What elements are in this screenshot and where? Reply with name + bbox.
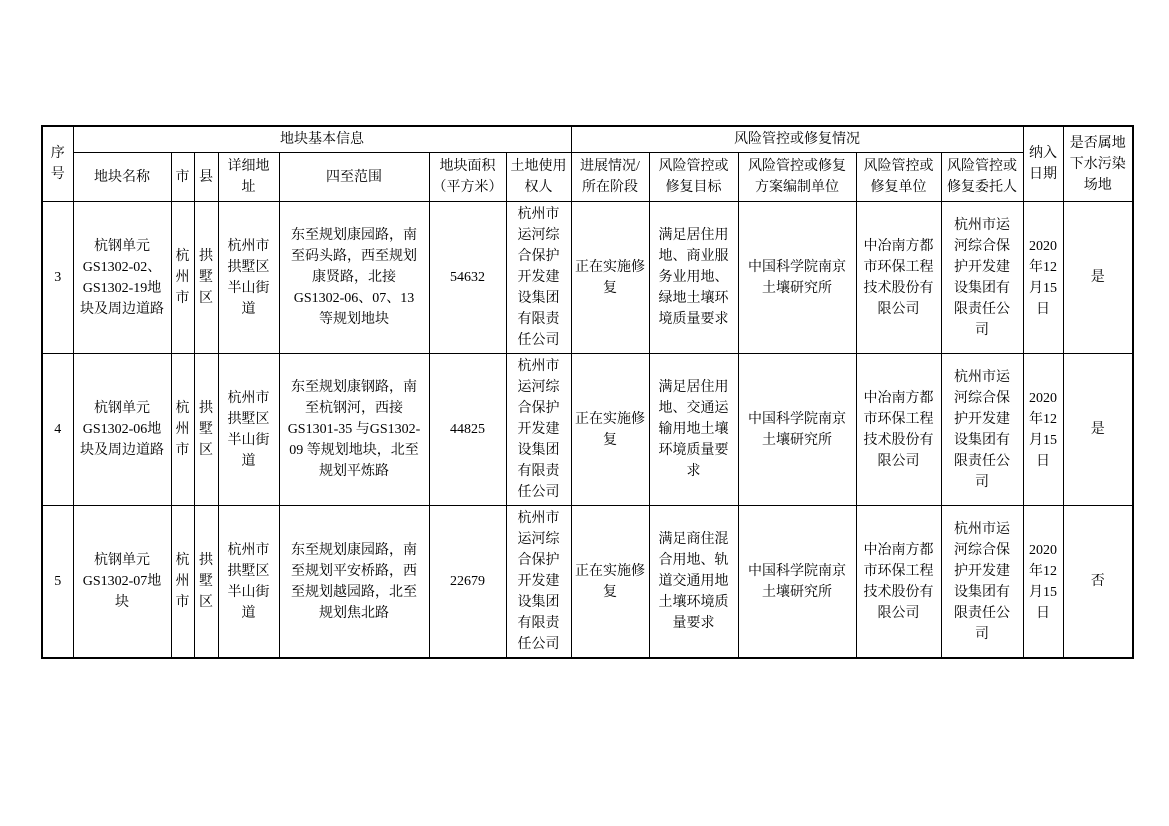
cell-target: 满足居住用地、交通运输用地土壤环境质量要求 (649, 354, 738, 506)
col-header-seq: 序号 (42, 126, 73, 202)
cell-date: 2020年12月15日 (1023, 202, 1063, 354)
group-header-risk-control: 风险管控或修复情况 (571, 126, 1023, 153)
col-header-date: 纳入日期 (1023, 126, 1063, 202)
cell-target: 满足居住用地、商业服务业用地、绿地土壤环境质量要求 (649, 202, 738, 354)
cell-target: 满足商住混合用地、轨道交通用地土壤环境质量要求 (649, 506, 738, 659)
cell-date: 2020年12月15日 (1023, 506, 1063, 659)
col-header-land-user: 土地使用权人 (506, 153, 571, 202)
col-header-client: 风险管控或修复委托人 (941, 153, 1023, 202)
cell-plan-unit: 中国科学院南京土壤研究所 (738, 506, 856, 659)
cell-county: 拱墅区 (194, 202, 218, 354)
cell-bounds: 东至规划康钢路，南至杭钢河，西接GS1301-35 与GS1302-09 等规划地块，北至规划平炼路 (279, 354, 429, 506)
cell-progress: 正在实施修复 (571, 202, 649, 354)
cell-parcel-name: 杭钢单元GS1302-06地块及周边道路 (73, 354, 171, 506)
cell-area: 44825 (429, 354, 506, 506)
col-header-address: 详细地址 (218, 153, 279, 202)
header-sub-row (42, 153, 1133, 202)
cell-area: 54632 (429, 202, 506, 354)
cell-repair-unit: 中冶南方都市环保工程技术股份有限公司 (856, 202, 941, 354)
col-header-groundwater: 是否属地下水污染场地 (1063, 126, 1133, 202)
cell-land-user: 杭州市运河综合保护开发建设集团有限责任公司 (506, 354, 571, 506)
cell-land-user: 杭州市运河综合保护开发建设集团有限责任公司 (506, 506, 571, 659)
cell-address: 杭州市拱墅区半山街道 (218, 506, 279, 659)
cell-seq: 3 (42, 202, 73, 354)
table-row (42, 202, 1133, 354)
cell-repair-unit: 中冶南方都市环保工程技术股份有限公司 (856, 354, 941, 506)
col-header-progress: 进展情况/所在阶段 (571, 153, 649, 202)
cell-area: 22679 (429, 506, 506, 659)
cell-groundwater: 是 (1063, 202, 1133, 354)
cell-repair-unit: 中冶南方都市环保工程技术股份有限公司 (856, 506, 941, 659)
cell-client: 杭州市运河综合保护开发建设集团有限责任公司 (941, 354, 1023, 506)
cell-city: 杭州市 (171, 506, 194, 659)
cell-county: 拱墅区 (194, 354, 218, 506)
cell-seq: 5 (42, 506, 73, 659)
cell-plan-unit: 中国科学院南京土壤研究所 (738, 202, 856, 354)
cell-seq: 4 (42, 354, 73, 506)
col-header-plan-unit: 风险管控或修复方案编制单位 (738, 153, 856, 202)
cell-parcel-name: 杭钢单元GS1302-07地块 (73, 506, 171, 659)
col-header-area: 地块面积（平方米） (429, 153, 506, 202)
cell-address: 杭州市拱墅区半山街道 (218, 202, 279, 354)
cell-client: 杭州市运河综合保护开发建设集团有限责任公司 (941, 506, 1023, 659)
cell-client: 杭州市运河综合保护开发建设集团有限责任公司 (941, 202, 1023, 354)
cell-land-user: 杭州市运河综合保护开发建设集团有限责任公司 (506, 202, 571, 354)
cell-bounds: 东至规划康园路，南至码头路，西至规划康贤路，北接 GS1302-06、07、13 等规划地块 (279, 202, 429, 354)
header-group-row (42, 126, 1133, 153)
cell-county: 拱墅区 (194, 506, 218, 659)
cell-city: 杭州市 (171, 354, 194, 506)
cell-progress: 正在实施修复 (571, 354, 649, 506)
cell-date: 2020年12月15日 (1023, 354, 1063, 506)
group-header-basic-info: 地块基本信息 (73, 126, 571, 153)
col-header-bounds: 四至范围 (279, 153, 429, 202)
table-row (42, 506, 1133, 659)
col-header-target: 风险管控或修复目标 (649, 153, 738, 202)
cell-groundwater: 是 (1063, 354, 1133, 506)
cell-bounds: 东至规划康园路，南至规划平安桥路，西至规划越园路，北至规划焦北路 (279, 506, 429, 659)
cell-progress: 正在实施修复 (571, 506, 649, 659)
land-parcel-table (41, 125, 1134, 659)
col-header-county: 县 (194, 153, 218, 202)
col-header-repair-unit: 风险管控或修复单位 (856, 153, 941, 202)
cell-parcel-name: 杭钢单元GS1302-02、GS1302-19地块及周边道路 (73, 202, 171, 354)
cell-groundwater: 否 (1063, 506, 1133, 659)
cell-address: 杭州市拱墅区半山街道 (218, 354, 279, 506)
col-header-name: 地块名称 (73, 153, 171, 202)
cell-city: 杭州市 (171, 202, 194, 354)
cell-plan-unit: 中国科学院南京土壤研究所 (738, 354, 856, 506)
table-row (42, 354, 1133, 506)
col-header-city: 市 (171, 153, 194, 202)
